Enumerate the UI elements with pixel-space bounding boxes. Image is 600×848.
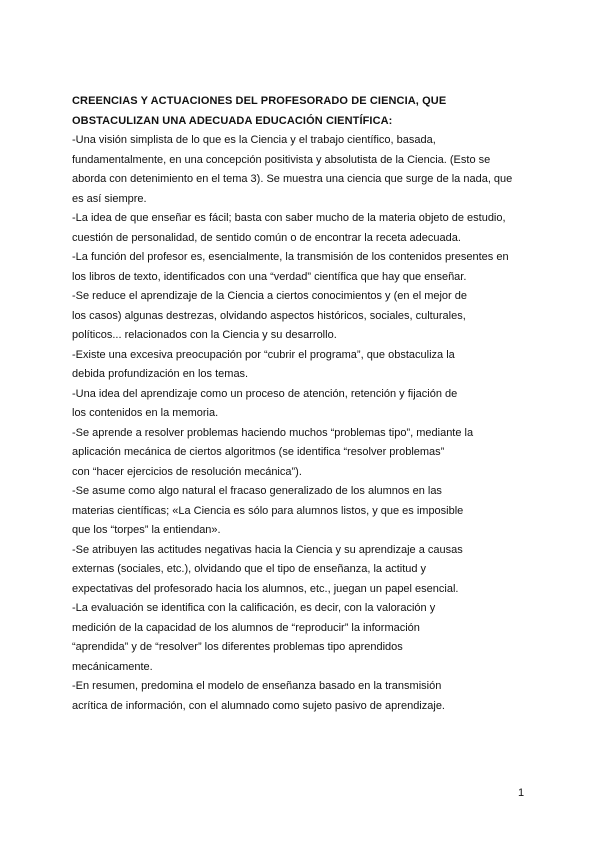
body-line: los contenidos en la memoria. <box>72 407 219 419</box>
document-content <box>72 92 528 716</box>
body-line: -La evaluación se identifica con la calificación, es decir, con la valoración y <box>72 602 436 614</box>
body-line: -La función del profesor es, esencialmente, la transmisión de los contenidos presentes en <box>72 251 509 263</box>
body-line: que los “torpes” la entiendan». <box>72 524 221 536</box>
body-line: políticos... relacionados con la Ciencia y su desarrollo. <box>72 329 337 341</box>
body-line: -Se atribuyen las actitudes negativas hacia la Ciencia y su aprendizaje a causas <box>72 543 463 556</box>
body-line: aborda con detenimiento en el tema 3). Se muestra una ciencia que surge de la nada, que <box>72 173 513 185</box>
body-line: “aprendida” y de “resolver” los diferentes problemas tipo aprendidos <box>72 641 403 653</box>
body-line: fundamentalmente, en una concepción positivista y absolutista de la Ciencia. (Esto se <box>72 153 491 166</box>
body-line: externas (sociales, etc.), olvidando que el tipo de enseñanza, la actitud y <box>72 563 427 575</box>
body-line: medición de la capacidad de los alumnos de “reproducir” la información <box>72 621 420 634</box>
body-line: mecánicamente. <box>72 660 153 673</box>
body-line: cuestión de personalidad, de sentido común o de encontrar la receta adecuada. <box>72 231 461 244</box>
body-line: -Existe una excesiva preocupación por “cubrir el programa”, que obstaculiza la <box>72 348 455 361</box>
body-line: -Una idea del aprendizaje como un proceso de atención, retención y fijación de <box>72 387 458 400</box>
body-line: -En resumen, predomina el modelo de enseñanza basado en la transmisión <box>72 680 442 692</box>
body-line: -Se aprende a resolver problemas haciendo muchos “problemas tipo”, mediante la <box>72 426 474 439</box>
page-number: 1 <box>518 787 525 799</box>
body-line: -Una visión simplista de lo que es la Ciencia y el trabajo científico, basada, <box>72 134 436 146</box>
body-line: aplicación mecánica de ciertos algoritmos (se identifica “resolver problemas” <box>72 446 445 458</box>
body-line: con “hacer ejercicios de resolución mecánica”). <box>72 465 302 478</box>
body-line: -Se asume como algo natural el fracaso generalizado de los alumnos en las <box>72 485 442 497</box>
body-line: los libros de texto, identificados con una “verdad” científica que hay que enseñar. <box>72 270 467 283</box>
body-line: debida profundización en los temas. <box>72 368 249 380</box>
body-line: -Se reduce el aprendizaje de la Ciencia a ciertos conocimientos y (en el mejor de <box>72 290 467 302</box>
body-line: expectativas del profesorado hacia los alumnos, etc., juegan un papel esencial. <box>72 582 459 595</box>
body-line: los casos) algunas destrezas, olvidando aspectos históricos, sociales, culturales, <box>72 309 466 322</box>
body-line: -La idea de que enseñar es fácil; basta con saber mucho de la materia objeto de estudio, <box>72 212 506 224</box>
body-line: acrítica de información, con el alumnado como sujeto pasivo de aprendizaje. <box>72 699 445 712</box>
body-line: materias científicas; «La Ciencia es sólo para alumnos listos, y que es imposible <box>72 504 464 517</box>
body-line: es así siempre. <box>72 192 147 205</box>
document-title-line-1: CREENCIAS Y ACTUACIONES DEL PROFESORADO DE CIENCIA, QUE <box>72 95 447 107</box>
document-title-line-2: OBSTACULIZAN UNA ADECUADA EDUCACIÓN CIENTÍFICA: <box>72 114 393 127</box>
